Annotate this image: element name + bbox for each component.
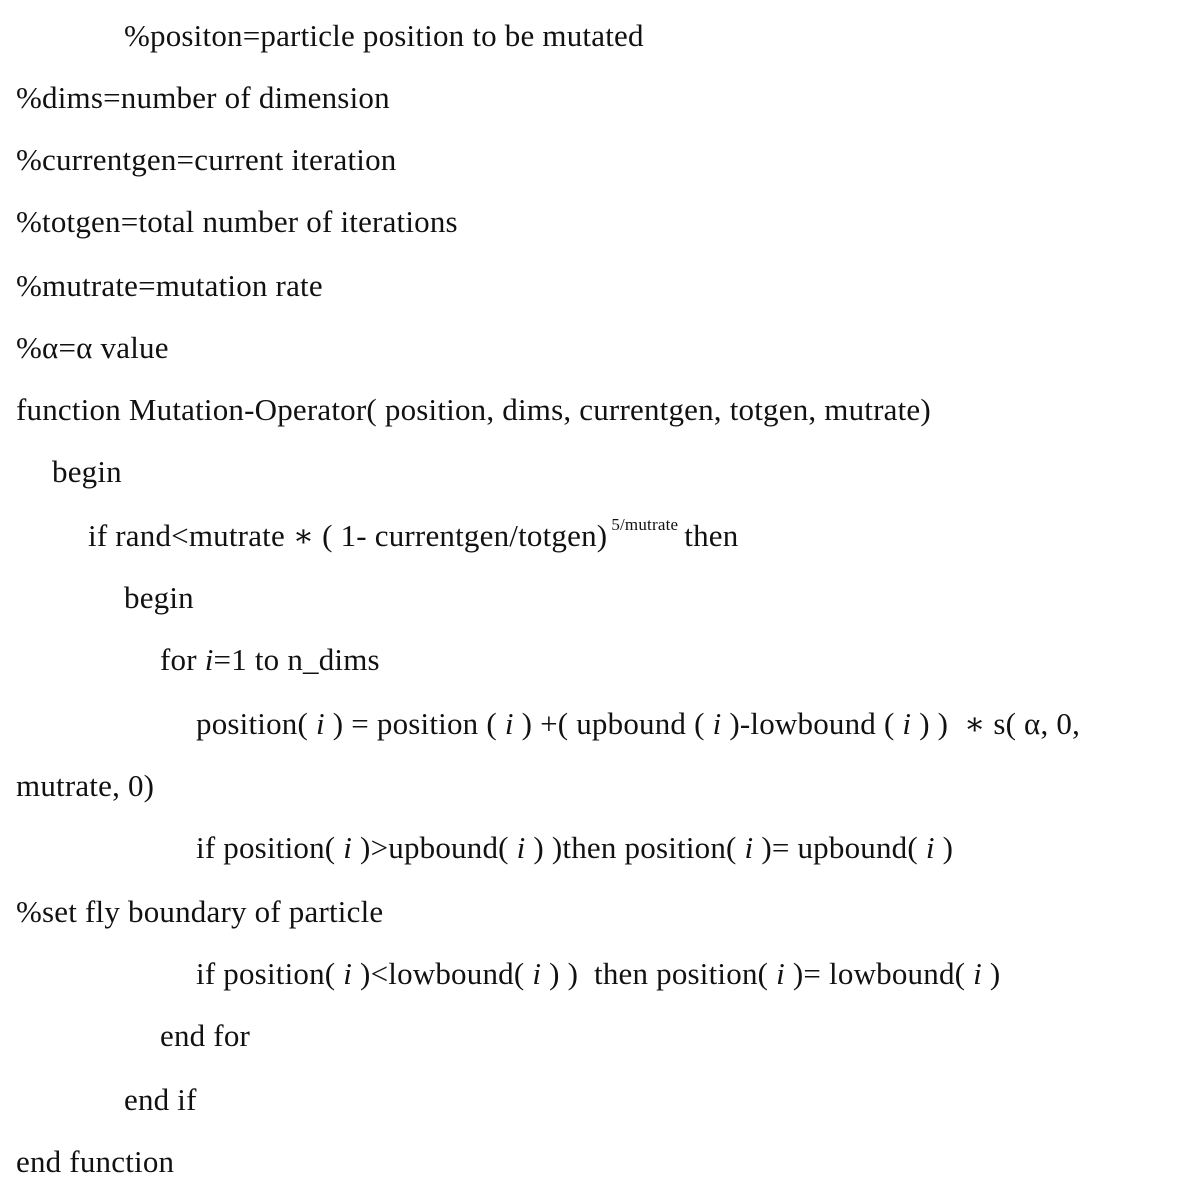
end-function-line: end function xyxy=(16,1144,175,1179)
index-variable: i xyxy=(744,830,754,865)
for-keyword: for xyxy=(160,642,205,677)
end-if-line: end if xyxy=(124,1082,197,1117)
begin-inner-line: begin xyxy=(124,580,194,615)
assignment-part: )-lowbound ( xyxy=(729,706,895,741)
index-variable: i xyxy=(504,706,514,741)
index-variable: i xyxy=(902,706,912,741)
comment-totgen-line: %totgen=total number of iterations xyxy=(16,204,458,239)
comment-position-line: %positon=particle position to be mutated xyxy=(124,18,644,53)
for-loop-line xyxy=(160,640,380,680)
upper-check-part: )= upbound( xyxy=(761,830,918,865)
assignment-line xyxy=(196,704,1080,744)
assignment-part: ) ) ∗ s( α, 0, xyxy=(919,706,1081,741)
comment-currentgen-line: %currentgen=current iteration xyxy=(16,142,397,177)
assignment-part: position( xyxy=(196,706,309,741)
lower-check-part: ) xyxy=(989,956,1001,991)
lower-check-part: ) ) then position( xyxy=(549,956,769,991)
index-variable: i xyxy=(343,956,353,991)
then-keyword: then xyxy=(684,518,739,553)
loop-variable: i xyxy=(204,642,214,677)
index-variable: i xyxy=(712,706,722,741)
end-for-line: end for xyxy=(160,1018,251,1053)
comment-dims-line: %dims=number of dimension xyxy=(16,80,390,115)
assignment-part: ) +( upbound ( xyxy=(521,706,705,741)
if-mutation-line xyxy=(88,516,738,561)
upper-check-part: ) xyxy=(942,830,954,865)
index-variable: i xyxy=(516,830,526,865)
lower-check-part: )= lowbound( xyxy=(792,956,966,991)
lower-check-part: if position( xyxy=(196,956,336,991)
index-variable: i xyxy=(532,956,542,991)
upper-check-part: )>upbound( xyxy=(360,830,509,865)
assignment-continuation-line: mutrate, 0) xyxy=(16,768,155,803)
index-variable: i xyxy=(343,830,353,865)
comment-alpha-line: %α=α value xyxy=(16,330,169,365)
begin-outer-line: begin xyxy=(52,454,122,489)
upper-check-part: ) )then position( xyxy=(533,830,737,865)
function-header-line: function Mutation-Operator( position, dims, currentgen, totgen, mutrate) xyxy=(16,392,931,427)
comment-fly-line: %set fly boundary of particle xyxy=(16,894,384,929)
exponent-superscript: 5/mutrate xyxy=(611,515,679,534)
lower-check-part: )<lowbound( xyxy=(360,956,525,991)
upper-bound-check-line xyxy=(196,828,953,868)
index-variable: i xyxy=(973,956,982,991)
lower-bound-check-line xyxy=(196,954,1000,994)
index-variable: i xyxy=(776,956,785,991)
assignment-part: ) = position ( xyxy=(332,706,497,741)
upper-check-part: if position( xyxy=(196,830,336,865)
for-range: =1 to n_dims xyxy=(213,642,380,677)
index-variable: i xyxy=(315,706,325,741)
comment-mutrate-line: %mutrate=mutation rate xyxy=(16,268,323,303)
index-variable: i xyxy=(925,830,935,865)
if-condition-text: if rand<mutrate ∗ ( 1- currentgen/totgen) xyxy=(88,518,608,553)
